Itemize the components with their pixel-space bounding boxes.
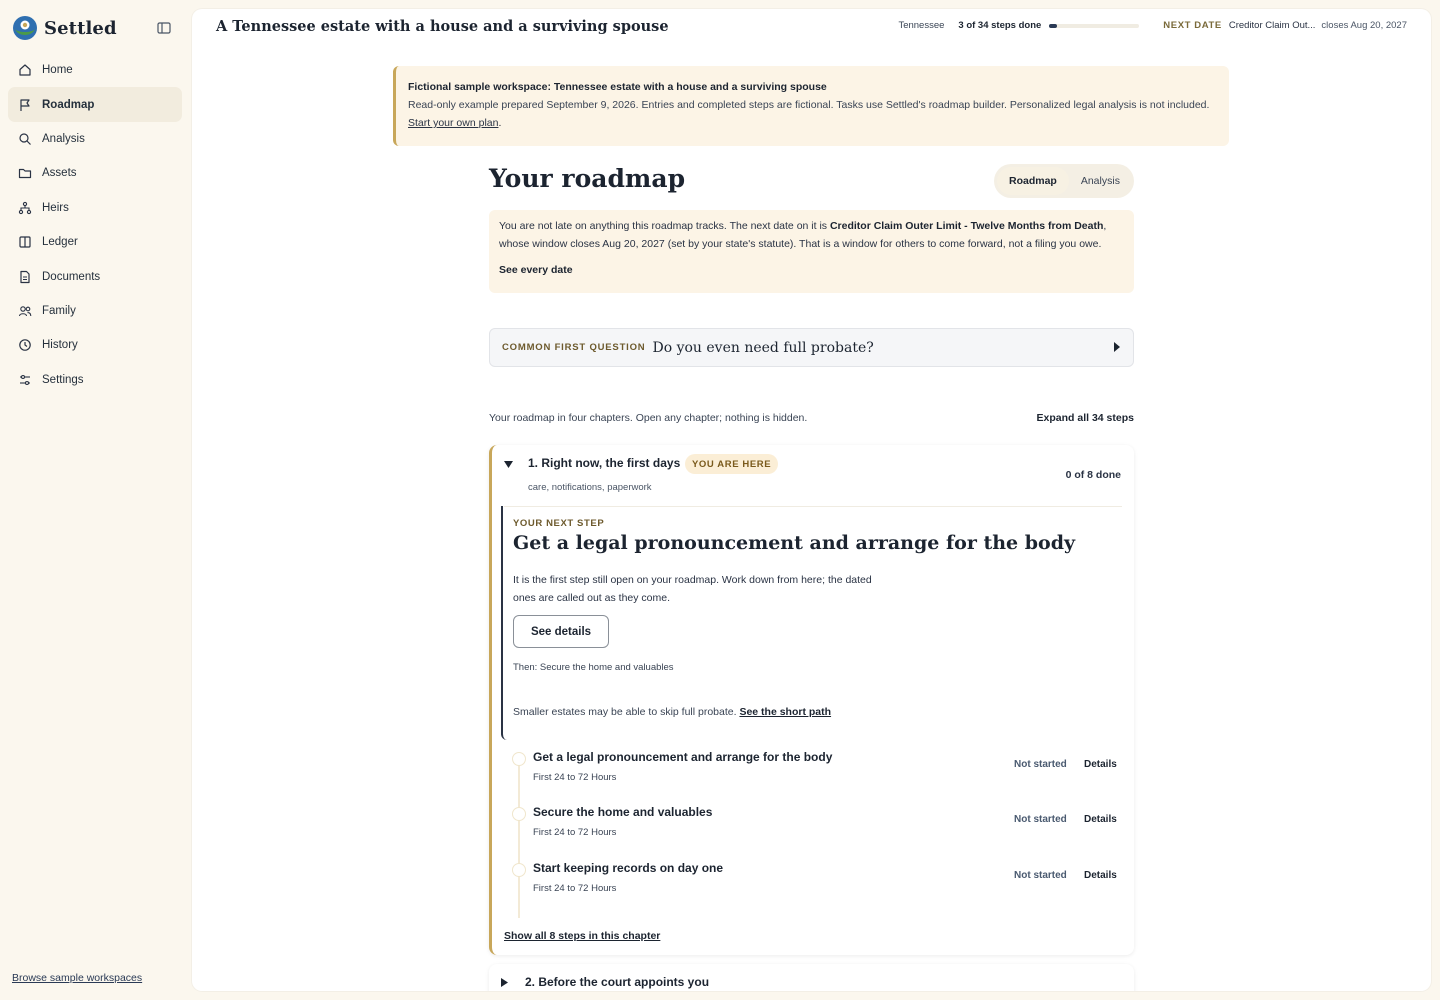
sliders-icon [18,373,32,387]
list-item[interactable] [512,805,1122,855]
clock-icon [18,338,32,352]
next-date-closes: closes Aug 20, 2027 [1321,20,1407,31]
topbar [192,9,1431,47]
step-status-dot [512,807,526,821]
step-title: Secure the home and valuables [533,805,713,819]
step-status-dot [512,752,526,766]
sidebar-item-family[interactable] [8,294,182,328]
search-analysis-icon [18,132,32,146]
next-date-name[interactable]: Creditor Claim Out... [1228,20,1316,31]
estate-title: A Tennessee estate with a house and a surviving spouse [216,18,669,35]
chapter-card[interactable] [489,964,1134,991]
tab-analysis[interactable]: Analysis [1080,175,1120,187]
sample-workspace-notice [393,66,1229,146]
step-title: Start keeping records on day one [533,861,724,875]
see-short-path-link[interactable]: See the short path [739,706,832,718]
step-timeframe: First 24 to 72 Hours [533,772,617,783]
status-deadline-name: Creditor Claim Outer Limit - Twelve Months from Death [829,220,1104,232]
step-details-link[interactable]: Details [1084,870,1117,881]
sidebar-item-heirs[interactable] [8,191,182,225]
chapter-title[interactable]: 1. Right now, the first days [528,456,681,470]
sidebar-item-roadmap[interactable] [8,87,182,121]
view-switcher [994,164,1134,198]
step-timeframe: First 24 to 72 Hours [533,883,617,894]
sidebar-item-label: Settings [42,373,84,386]
ledger-icon [18,235,32,249]
step-timeframe: First 24 to 72 Hours [533,827,617,838]
step-details-link[interactable]: Details [1084,759,1117,770]
expand-all-steps-button[interactable]: Expand all 34 steps [1036,412,1134,424]
sidebar-item-label: Family [42,304,76,317]
notice-link-suffix: . [498,117,502,129]
short-path-note [513,706,831,718]
you-are-here-badge: YOU ARE HERE [685,454,778,474]
status-text [499,217,1124,253]
sidebar-item-label: Roadmap [42,98,95,111]
steps-progress-bar [1049,24,1139,28]
deadline-status-box [489,210,1134,293]
sidebar-item-history[interactable] [8,328,182,362]
step-status: Not started [1014,759,1067,770]
sidebar-item-label: Documents [42,270,101,283]
faq-label: COMMON FIRST QUESTION [502,342,646,353]
folder-icon [18,166,32,180]
sidebar-item-label: Ledger [42,236,78,249]
notice-title: Fictional sample workspace: Tennessee estate with a house and a surviving spouse [408,81,827,93]
sidebar-item-ledger[interactable] [8,225,182,259]
status-text-part: , whose window closes Aug 20, 2027 (set by your state's statute). That is a window for others to come forward, not a filing you owe. [499,220,1107,250]
next-date-label: NEXT DATE [1163,20,1222,31]
faq-question: Do you even need full probate? [652,339,874,356]
chapter-done-count: 0 of 8 done [1065,469,1121,481]
caret-right-icon [501,978,509,987]
flag-icon [18,98,32,112]
faq-disclosure[interactable] [489,328,1134,367]
list-item[interactable] [512,750,1122,800]
topbar-status [898,20,1407,31]
sidebar-item-settings[interactable] [8,363,182,397]
settled-logo-icon [12,15,38,41]
next-step-label: YOUR NEXT STEP [513,518,605,529]
sidebar-item-label: Heirs [42,201,69,214]
next-step-card [501,506,1122,740]
status-text-part: You are not late on anything this roadmap tracks. The next date on it is [499,220,830,232]
brand[interactable] [12,14,117,42]
step-details-link[interactable]: Details [1084,814,1117,825]
chapter-title: 2. Before the court appoints you [525,975,710,989]
see-details-button[interactable]: See details [513,615,609,648]
home-icon [18,63,32,77]
chapters-intro: Your roadmap in four chapters. Open any chapter; nothing is hidden. [489,412,808,424]
sidebar-nav [8,53,182,397]
step-status: Not started [1014,870,1067,881]
list-item[interactable] [512,861,1122,911]
notice-body: Read-only example prepared September 9, 2026. Entries and completed steps are fictional. Tasks use Settled's roadmap builder. Personalized legal analysis is not included. [408,99,1210,111]
sidebar-item-label: History [42,339,78,352]
see-every-date-link[interactable]: See every date [499,264,573,276]
sidebar-item-assets[interactable] [8,156,182,190]
tab-roadmap[interactable]: Roadmap [997,167,1069,195]
short-path-text: Smaller estates may be able to skip full probate. [513,706,740,718]
sidebar-item-label: Analysis [42,132,85,145]
steps-done-count: 3 of 34 steps done [958,20,1042,31]
document-icon [18,270,32,284]
browse-sample-workspaces-link[interactable]: Browse sample workspaces [12,972,143,984]
sidebar-collapse-icon[interactable] [157,21,171,35]
step-title: Get a legal pronouncement and arrange for the body [533,750,833,764]
chapter-card [489,445,1134,955]
sidebar-item-documents[interactable] [8,259,182,293]
state-label: Tennessee [898,20,945,31]
step-status: Not started [1014,814,1067,825]
page-title: Your roadmap [489,164,686,193]
sidebar-item-label: Home [42,64,73,77]
caret-right-icon [1113,342,1121,352]
next-step-description: It is the first step still open on your roadmap. Work down from here; the dated ones are called out as they come. [513,574,872,604]
next-step-title: Get a legal pronouncement and arrange for the body [513,532,1076,554]
caret-down-icon[interactable] [504,461,513,469]
main-panel [192,9,1431,991]
chapter-subtitle: care, notifications, paperwork [528,482,652,493]
start-own-plan-link[interactable]: Start your own plan [408,117,499,129]
next-step-then: Then: Secure the home and valuables [513,662,674,673]
sidebar [0,0,192,1000]
sidebar-item-home[interactable] [8,53,182,87]
steps-progress-fill [1049,24,1057,28]
people-tree-icon [18,201,32,215]
users-icon [18,304,32,318]
show-all-steps-link[interactable]: Show all 8 steps in this chapter [504,930,661,942]
sidebar-item-analysis[interactable] [8,122,182,156]
brand-name: Settled [44,17,117,39]
step-status-dot [512,863,526,877]
sidebar-item-label: Assets [42,167,77,180]
